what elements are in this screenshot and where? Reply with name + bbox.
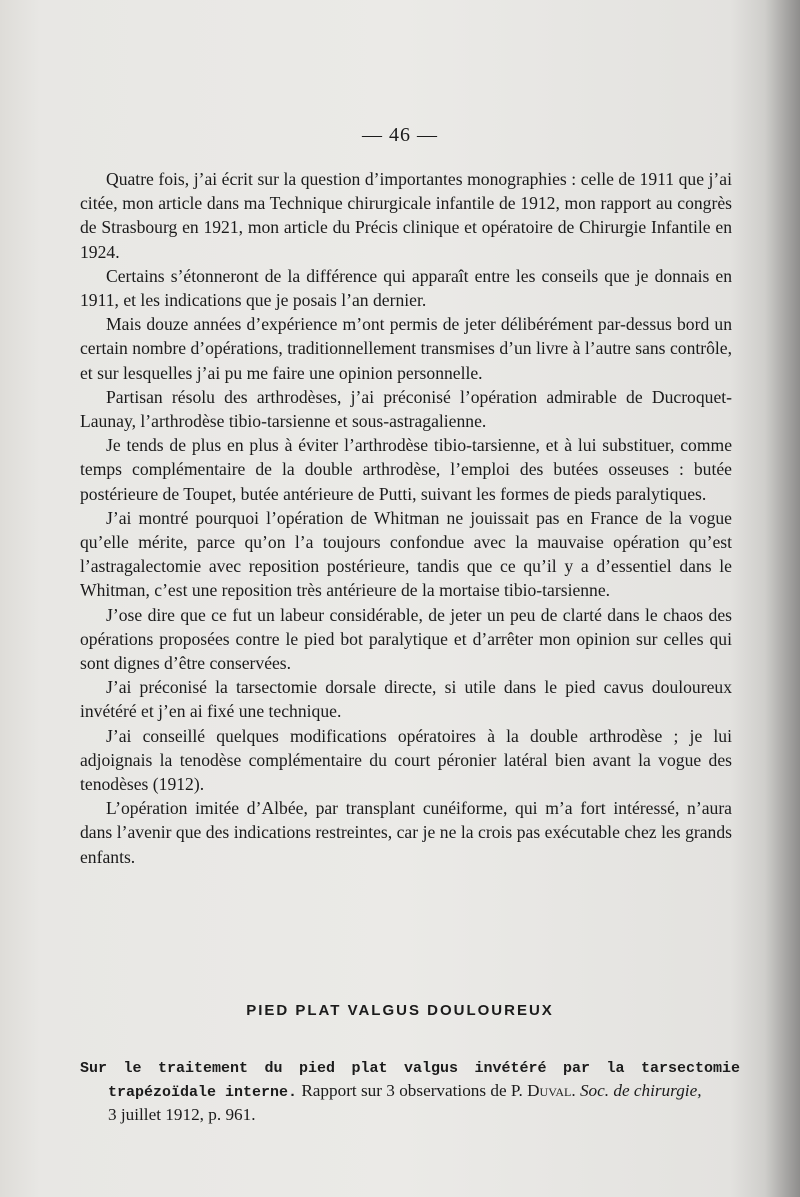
paragraph: Certains s’étonneront de la différence qui apparaît entre les conseils que je donnais en 1911, et les indications que je posais l’an dernier. bbox=[80, 265, 732, 311]
section-heading: PIED PLAT VALGUS DOULOUREUX bbox=[246, 1002, 554, 1019]
paragraph: Partisan résolu des arthrodèses, j’ai préconisé l’opération admirable de Ducroquet-Launay, l’arthrodèse tibio-tarsienne et sous-astragalienne. bbox=[80, 386, 732, 432]
paragraph: J’ose dire que ce fut un labeur considérable, de jeter un peu de clarté dans le chaos des opérations proposées contre le pied bot paralytique et d’arrêter mon opinion sur celles qui sont dignes d’être conservées. bbox=[80, 604, 732, 674]
reference-journal: Soc. de chirurgie, bbox=[579, 1081, 702, 1100]
paragraph: Je tends de plus en plus à éviter l’arthrodèse tibio-tarsienne, et à lui substituer, comme temps complémentaire de la double arthrodèse, l’emploi des butées osseuses : butée postérieure de Toupet, butée antérieure de Putti, suivant les formes de pieds paralytiques. bbox=[80, 435, 732, 504]
reference-entry bbox=[80, 1056, 740, 1126]
paragraph: J’ai montré pourquoi l’opération de Whitman ne jouissait pas en France de la vogue qu’elle mérite, parce qu’on l’a toujours confondue avec la mauvaise opération qu’est l’astragalectomie avec reposition postérieure, tandis que ce qu’il y a d’essentiel dans le Whitman, c’est une reposition très antérieure de la mortaise tibio-tarsienne. bbox=[80, 507, 732, 601]
bibliographic-reference bbox=[80, 1056, 740, 1126]
page-number: — 46 — bbox=[362, 124, 438, 146]
body-text bbox=[80, 167, 732, 869]
reference-text: Rapport sur 3 observations de P. bbox=[301, 1081, 523, 1100]
paragraph: J’ai préconisé la tarsectomie dorsale directe, si utile dans le pied cavus douloureux invétéré et j’en ai fixé une technique. bbox=[80, 677, 732, 722]
reference-title: Sur le traitement du pied plat valgus invétéré par la tarsectomie trapézoïdale interne. bbox=[80, 1060, 740, 1101]
paragraph: J’ai conseillé quelques modifications opératoires à la double arthrodèse ; je lui adjoignais la tenodèse complémentaire du court péronier latéral bien avant la vogue des tenodèses (1912). bbox=[80, 725, 732, 795]
paragraph: L’opération imitée d’Albée, par transplant cunéiforme, qui m’a fort intéressé, n’aura dans l’avenir que des indications restreintes, car je ne la crois pas exécutable chez les grands enfants. bbox=[80, 798, 732, 867]
paragraph: Quatre fois, j’ai écrit sur la question d’importantes monographies : celle de 1911 que j’ai citée, mon article dans ma Technique chirurgicale infantile de 1912, mon rapport au congrès de Strasbourg en 1921, mon article du Précis clinique et opératoire de Chirurgie Infantile en 1924. bbox=[80, 169, 732, 262]
reference-author: Duval. bbox=[527, 1081, 576, 1100]
paragraph: Mais douze années d’expérience m’ont permis de jeter délibérément par-dessus bord un certain nombre d’opérations, traditionnellement transmises d’un livre à l’autre sans contrôle, et sur lesquelles j’ai pu me faire une opinion personnelle. bbox=[80, 314, 732, 383]
reference-date: 3 juillet 1912, p. 961. bbox=[108, 1105, 256, 1124]
